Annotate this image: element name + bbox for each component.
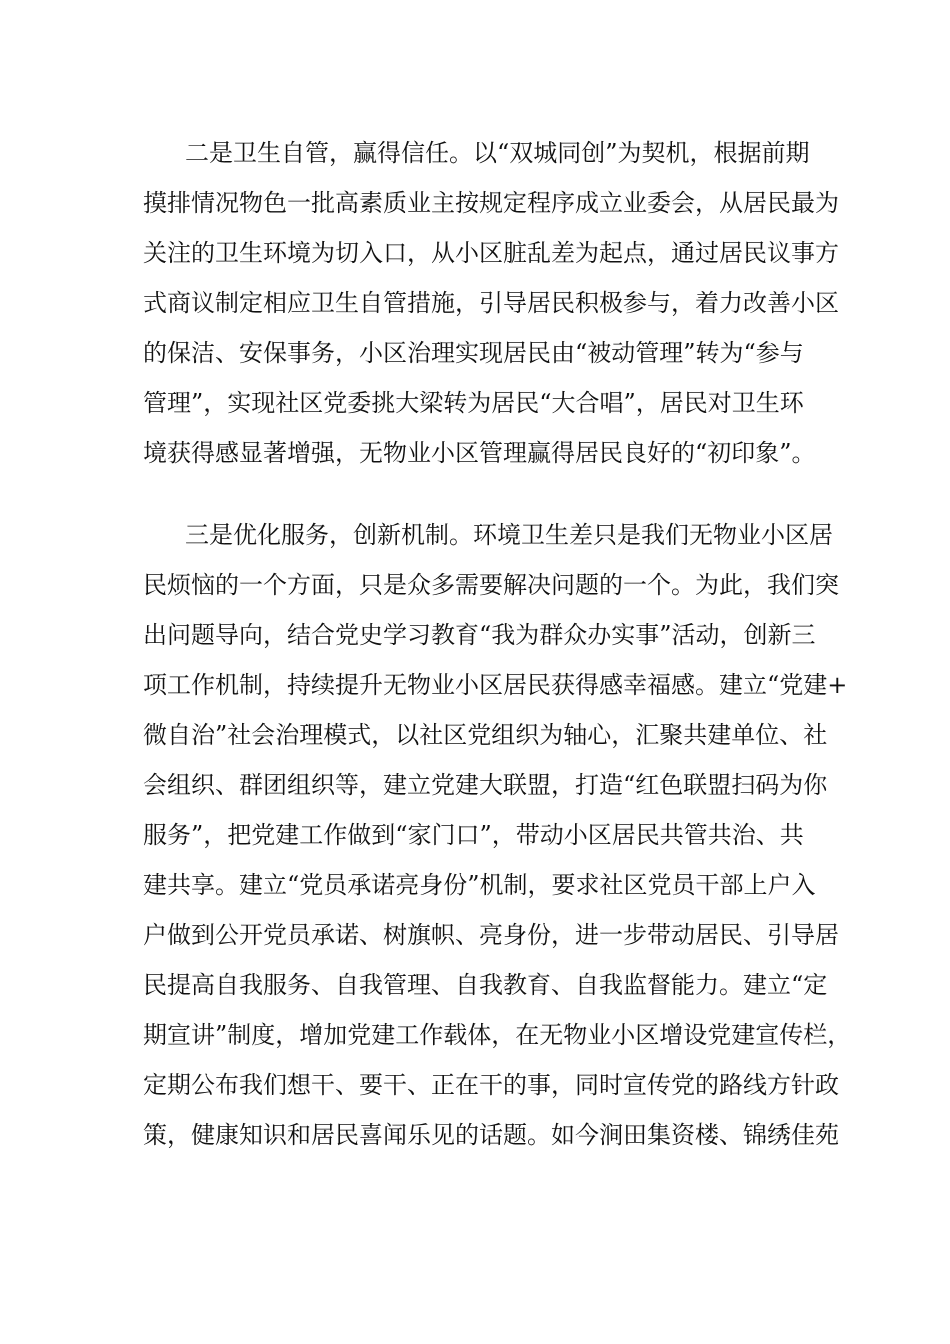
text-line: 关注的卫生环境为切入口，从小区脏乱差为起点，通过居民议事方 [143,239,839,267]
text-line: 管理”，实现社区党委挑大梁转为居民“大合唱”，居民对卫生环 [143,389,804,417]
text-line: 出问题导向，结合党史学习教育“我为群众办实事”活动，创新三 [143,621,816,649]
paragraph-sanitation [143,128,839,478]
paragraph-spacer [143,478,807,510]
text-line: 式商议制定相应卫生自管措施，引导居民积极参与，着力改善小区 [143,289,839,317]
text-line: 建共享。建立“党员承诺亮身份”机制，要求社区党员干部上户入 [143,871,816,899]
text-line: 民烦恼的一个方面，只是众多需要解决问题的一个。为此，我们突 [143,571,839,599]
text-line: 户做到公开党员承诺、树旗帜、亮身份，进一步带动居民、引导居 [143,921,839,949]
text-line: 项工作机制，持续提升无物业小区居民获得感幸福感。建立“党建+ [143,671,848,699]
text-line: 摸排情况物色一批高素质业主按规定程序成立业委会，从居民最为 [143,189,839,217]
text-line: 民提高自我服务、自我管理、自我教育、自我监督能力。建立“定 [143,971,828,999]
text-line: 三是优化服务，创新机制。环境卫生差只是我们无物业小区居 [185,521,833,549]
text-line [143,1210,807,1260]
text-line: 二是卫生自管，赢得信任。以“双城同创”为契机，根据前期 [185,139,810,167]
paragraph-service [143,510,852,1260]
text-line: 期宣讲”制度，增加党建工作载体，在无物业小区增设党建宣传栏， [143,1021,852,1049]
text-line: 服务”，把党建工作做到“家门口”，带动小区居民共管共治、共 [143,821,804,849]
text-line: 会组织、群团组织等，建立党建大联盟，打造“红色联盟扫码为你 [143,771,828,799]
text-line: 的保洁、安保事务，小区治理实现居民由“被动管理”转为“参与 [143,339,804,367]
document-body [143,128,852,1260]
text-line: 策，健康知识和居民喜闻乐见的话题。如今涧田集资楼、锦绣佳苑 [143,1121,839,1149]
text-line [143,1160,807,1210]
text-line: 定期公布我们想干、要干、正在干的事，同时宣传党的路线方针政 [143,1071,839,1099]
text-line: 境获得感显著增强，无物业小区管理赢得居民良好的“初印象”。 [143,439,816,467]
text-line: 微自治”社会治理模式，以社区党组织为轴心，汇聚共建单位、社 [143,721,828,749]
